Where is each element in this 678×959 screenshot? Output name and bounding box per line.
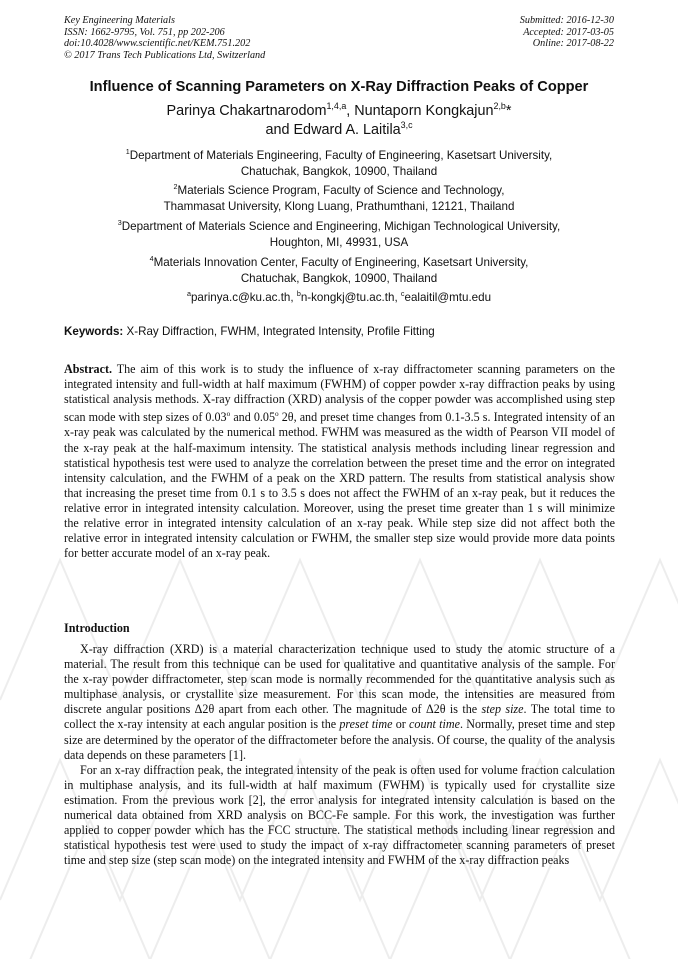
corresponding-author-mark: * xyxy=(505,103,512,119)
affiliation-4: $^4$Materials Innovation Center, Faculty of Engineering, Kasetsart University, Chatuchak, Bangkok, 10900, Thailand xyxy=(149,254,529,285)
online-date: Online: 2017-08-22 xyxy=(532,38,614,50)
abstract: Abstract. The aim of this work is to study the influence of x-ray diffractometer scanning parameters on the integrated intensity and full-width at half maximum (FWHM) of copper powder x-ray diffraction peaks by using statistical analysis methods. X-ray diffraction (XRD) analysis of the copper powder was accomplished using step scan mode with step sizes of 0.03$^o$ and 0.05$^o$ 2θ, and preset time changes from 0.1-3.5 s. Integrated intensity of an x-ray peak was calculated by the numerical method. FWHM was measured as the width of Pearson VII model of the x-ray peak at the half-maximum intensity. The statistical analysis methods including linear regression and statistical hypothesis test were used to analyze the correlation between the preset time and the error on integrated intensity calculation, and the FWHM of a peak on the XRD pattern. The results from statistical analysis show that increasing the preset time from 0.1 s to 3.5 s does not affect the FWHM of an x-ray peak, but it reduces the relative error in integrated intensity calculation. Moreover, using the preset time greater than 1 s will minimize the relative error in integrated intensity calculation of an x-ray peak. While step size did not affect both the relative error in integrated intensity calculation or FWHM, the smaller step size would provide more data points for better accurate model of an x-ray peak. xyxy=(64,362,615,561)
author-affiliation-mark: 2,b xyxy=(493,101,506,112)
journal-name: Key Engineering Materials xyxy=(64,15,175,26)
email-link[interactable]: parinya.c@ku.ac.th xyxy=(190,291,291,304)
email-link[interactable]: n-kongkj@tu.ac.th xyxy=(300,291,395,304)
journal-copyright: © 2017 Trans Tech Publications Ltd, Switzerland xyxy=(64,49,266,61)
author-emails: $^a$parinya.c@ku.ac.th, $^b$n-kongkj@tu.ac.th, $^c$ealaitil@mtu.edu xyxy=(186,289,492,304)
accepted-date: Accepted: 2017-03-05 xyxy=(523,26,614,38)
keywords-label: Keywords: xyxy=(64,325,124,338)
author-name: Nuntaporn Kongkajun xyxy=(354,103,494,119)
affiliation-2: $^2$Materials Science Program, Faculty of Science and Technology, Thammasat University, Klong Luang, Prathumthani, 12121, Thailand xyxy=(163,182,515,213)
affiliation-1: $^1$Department of Materials Engineering, Faculty of Engineering, Kasetsart University, Chatuchak, Bangkok, 10900, Thailand xyxy=(125,147,553,178)
introduction-heading: Introduction xyxy=(64,621,130,635)
author-affiliation-mark: 1,4,a xyxy=(326,101,347,112)
author-name: and Edward A. Laitila xyxy=(265,121,401,138)
author-list xyxy=(40,102,638,139)
dates-header xyxy=(520,15,614,50)
paper-title: Influence of Scanning Parameters on X-Ray Diffraction Peaks of Copper xyxy=(89,79,589,95)
affiliation-3: $^3$Department of Materials Science and Engineering, Michigan Technological University, Houghton, MI, 49931, USA xyxy=(117,218,561,249)
keywords-text: X-Ray Diffraction, FWHM, Integrated Intensity, Profile Fitting xyxy=(126,325,435,338)
author-name: Parinya Chakartnarodom xyxy=(166,103,327,119)
keywords xyxy=(64,325,435,338)
author-line-1: Parinya Chakartnarodom$^{1,4,a}$, Nuntaporn Kongkajun$^{2,b}$* xyxy=(166,101,512,119)
submitted-date: Submitted: 2016-12-30 xyxy=(519,15,614,26)
journal-issn: ISSN: 1662-9795, Vol. 751, pp 202-206 xyxy=(64,26,225,38)
introduction-body xyxy=(64,642,615,868)
paragraph: X-ray diffraction (XRD) is a material characterization technique used to study the atomic structure of a material. The result from this technique can be used for qualitative and quantitative analysis of the sample. For the x-ray powder diffractometer, step scan mode is normally recommended for the quantitative analysis such as multiphase analysis, or crystallite size measurement. For this scan mode, the intensities are measured from discrete angular positions Δ2θ apart from each other. The magnitude of Δ2θ is the step size. The total time to collect the x-ray intensity at each angular position is the preset time or count time. Normally, preset time and step size are determined by the operator of the diffractometer before the analysis. Of course, the quality of the analysis data depends on these parameters [1]. xyxy=(64,642,616,762)
author-line-2 xyxy=(40,121,638,140)
abstract-label: Abstract. xyxy=(64,362,113,376)
author-affiliation-mark: 3,c xyxy=(400,119,413,130)
journal-doi: doi:10.4028/www.scientific.net/KEM.751.202 xyxy=(64,38,251,50)
journal-header xyxy=(64,15,265,61)
paragraph: For an x-ray diffraction peak, the integrated intensity of the peak is often used for volume fraction calculation in multiphase analysis, and its full-width at half maximum (FWHM) is typically used for crystallite size estimation. From the previous work [2], the error analysis for integrated intensity calculation is based on the numerical data obtained from XRD analysis on BCC-Fe sample. For this work, the investigation was further applied to copper powder which has the FCC structure. The statistical methods including linear regression and statistical hypothesis test were used to study the impact of x-ray diffractometer scanning parameters of preset time and step size (step scan mode) on the integrated intensity and FWHM of the x-ray diffraction peaks xyxy=(64,762,615,868)
email-link[interactable]: ealaitil@mtu.edu xyxy=(404,291,492,304)
